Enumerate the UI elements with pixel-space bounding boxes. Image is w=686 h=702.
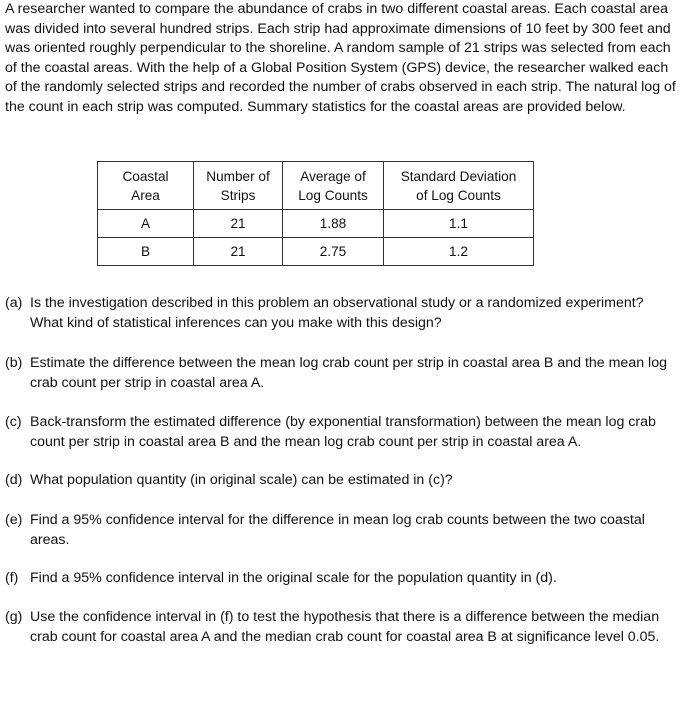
table-cell: 21 bbox=[194, 210, 283, 238]
table-cell: 1.1 bbox=[384, 210, 534, 238]
question-g bbox=[5, 608, 677, 647]
header-line: of Log Counts bbox=[416, 187, 501, 203]
header-line: Coastal bbox=[122, 168, 169, 184]
table-cell: 1.88 bbox=[283, 210, 384, 238]
header-line: Log Counts bbox=[298, 187, 368, 203]
question-label: (a) bbox=[5, 295, 23, 311]
header-coastal-area bbox=[98, 162, 194, 210]
question-label: (f) bbox=[5, 570, 19, 586]
question-f bbox=[5, 569, 677, 589]
question-label: (g) bbox=[5, 609, 23, 625]
question-a bbox=[5, 294, 677, 333]
question-label: (e) bbox=[5, 512, 23, 528]
question-text: What population quantity (in original scale) can be estimated in (c)? bbox=[30, 472, 453, 488]
table-cell: 2.75 bbox=[283, 238, 384, 266]
table-cell: 1.2 bbox=[384, 238, 534, 266]
table-header-row bbox=[98, 162, 534, 210]
question-text: Find a 95% confidence interval in the original scale for the population quantity in (d). bbox=[30, 570, 557, 586]
header-line: Average of bbox=[300, 168, 366, 184]
table-row bbox=[98, 210, 534, 238]
question-text: Find a 95% confidence interval for the difference in mean log crab counts between the two coastal areas. bbox=[30, 512, 645, 548]
table-cell: B bbox=[98, 238, 194, 266]
question-c bbox=[5, 413, 677, 452]
problem-intro: A researcher wanted to compare the abundance of crabs in two different coastal areas. Each coastal area was divided into several hundred strips. Each strip had approximate dimensions of 10 feet by 300 feet and was oriented roughly perpendicular to the shoreline. A random sample of 21 strips was selected from each of the coastal areas. With the help of a Global Position System (GPS) device, the researcher walked each of the randomly selected strips and recorded the number of crabs observed in each strip. The natural log of the count in each strip was computed. Summary statistics for the coastal areas are provided below. bbox=[5, 1, 676, 115]
header-line: Area bbox=[131, 187, 160, 203]
table-cell: A bbox=[98, 210, 194, 238]
table-row bbox=[98, 238, 534, 266]
question-label: (d) bbox=[5, 472, 23, 488]
question-text: Is the investigation described in this problem an observational study or a randomized experiment? What kind of statistical inferences can you make with this design? bbox=[30, 295, 644, 331]
question-b bbox=[5, 354, 677, 393]
question-text: Estimate the difference between the mean log crab count per strip in coastal area B and the mean log crab count per strip in coastal area A. bbox=[30, 355, 667, 391]
header-line: Number of bbox=[206, 168, 270, 184]
header-number-of-strips bbox=[194, 162, 283, 210]
header-average-log-counts bbox=[283, 162, 384, 210]
question-label: (c) bbox=[5, 414, 22, 430]
question-e bbox=[5, 511, 677, 550]
question-text: Use the confidence interval in (f) to test the hypothesis that there is a difference between the median crab count for coastal area A and the median crab count for coastal area B at significance level 0.05. bbox=[30, 609, 660, 645]
question-label: (b) bbox=[5, 355, 23, 371]
header-standard-deviation bbox=[384, 162, 534, 210]
question-text: Back-transform the estimated difference (by exponential transformation) between the mean log crab count per strip in coastal area B and the mean log crab count per strip in coastal area A. bbox=[30, 414, 656, 450]
header-line: Strips bbox=[220, 187, 256, 203]
question-d bbox=[5, 471, 677, 491]
summary-statistics-table bbox=[97, 161, 534, 266]
header-line: Standard Deviation bbox=[400, 168, 517, 184]
table-cell: 21 bbox=[194, 238, 283, 266]
